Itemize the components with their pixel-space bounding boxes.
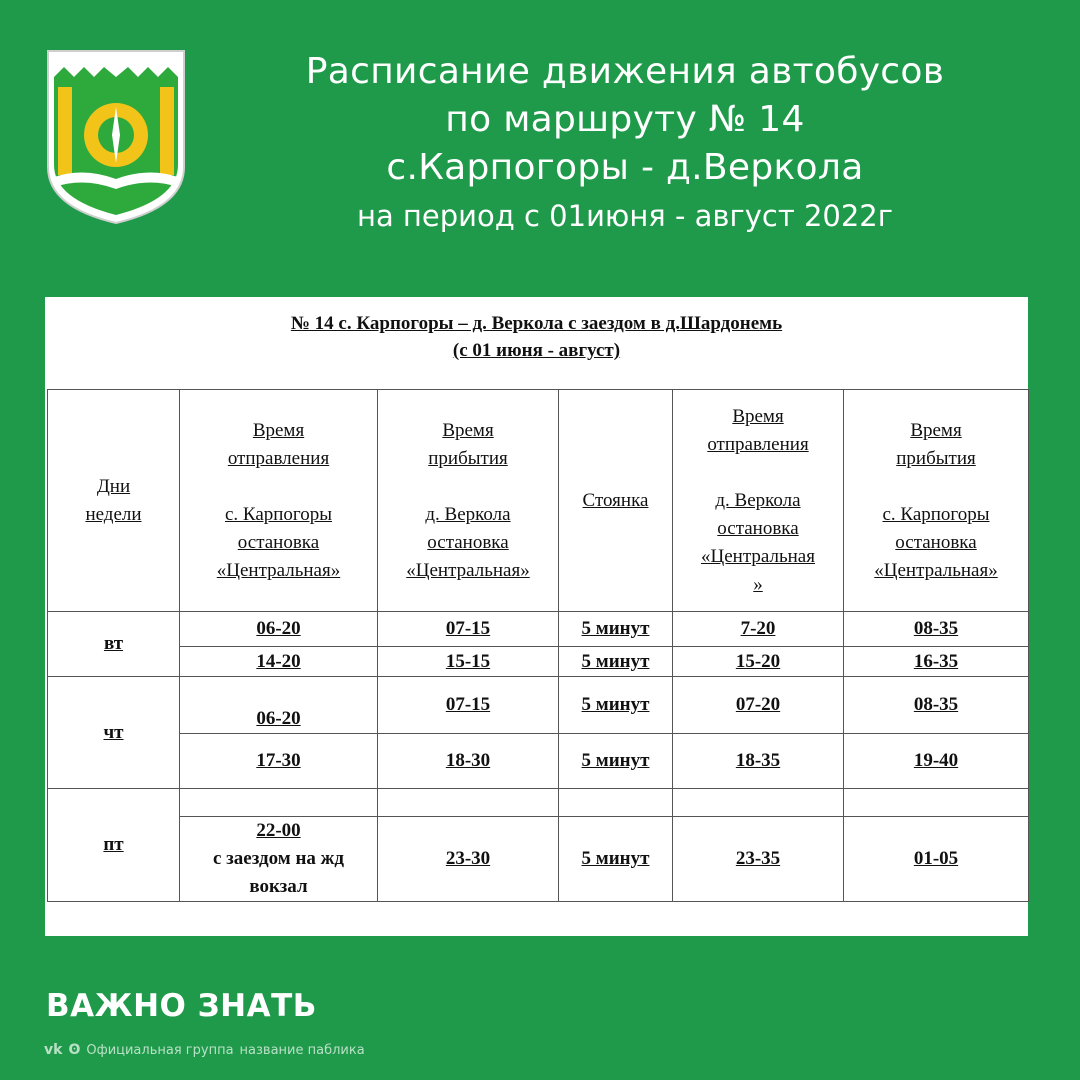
schedule-table	[47, 389, 1029, 902]
schedule-title	[45, 310, 1028, 364]
header-title-line-3: с.Карпогоры - д.Веркола	[386, 147, 864, 188]
day-friday: пт	[48, 789, 180, 902]
table-row	[48, 789, 1029, 817]
cell-empty	[559, 789, 673, 817]
table-row	[48, 647, 1029, 677]
day-tuesday: вт	[48, 612, 180, 677]
header-days: Дни недели	[48, 390, 180, 612]
table-row	[48, 612, 1029, 647]
cell-dep-karpogory: 17-30	[180, 734, 378, 789]
footer-title: ВАЖНО ЗНАТЬ	[46, 988, 317, 1024]
cell-arr-verkola: 18-30	[378, 734, 559, 789]
vk-icon[interactable]: vk	[44, 1042, 63, 1058]
cell-stop: 5 минут	[559, 817, 673, 902]
table-header-row	[48, 390, 1029, 612]
cell-empty	[673, 789, 844, 817]
cell-stop: 5 минут	[559, 734, 673, 789]
header-departure-verkola: Время отправления д. Веркола остановка «Центральная »	[673, 390, 844, 612]
cell-arr-karpogory: 08-35	[844, 612, 1029, 647]
header-period: на период с 01июня - август 2022г	[356, 199, 893, 233]
cell-arr-verkola: 07-15	[378, 677, 559, 734]
footer-line	[44, 1042, 365, 1058]
cell-arr-karpogory: 08-35	[844, 677, 1029, 734]
footer-group-label: Официальная группа	[86, 1042, 234, 1058]
coat-of-arms-icon	[44, 47, 188, 227]
table-row	[48, 734, 1029, 789]
cell-dep-verkola: 15-20	[673, 647, 844, 677]
cell-arr-karpogory: 19-40	[844, 734, 1029, 789]
cell-dep-verkola: 23-35	[673, 817, 844, 902]
cell-arr-verkola: 23-30	[378, 817, 559, 902]
cell-arr-karpogory: 16-35	[844, 647, 1029, 677]
schedule-title-line-1: № 14 с. Карпогоры – д. Веркола с заездом в д.Шардонемь	[290, 313, 783, 334]
header-stop: Стоянка	[559, 390, 673, 612]
ok-icon[interactable]: ʘ	[68, 1042, 81, 1058]
schedule-card	[45, 297, 1028, 936]
cell-dep-verkola: 7-20	[673, 612, 844, 647]
cell-arr-verkola: 15-15	[378, 647, 559, 677]
cell-empty	[180, 789, 378, 817]
cell-dep-karpogory: 22-00 с заездом на жд вокзал	[180, 817, 378, 902]
day-thursday: чт	[48, 677, 180, 789]
cell-empty	[844, 789, 1029, 817]
schedule-title-line-2: (с 01 июня - август)	[452, 340, 621, 361]
cell-dep-karpogory: 06-20	[180, 677, 378, 734]
footer-group-name[interactable]: название паблика	[239, 1042, 365, 1058]
cell-dep-karpogory: 14-20	[180, 647, 378, 677]
header-title-line-2: по маршруту № 14	[445, 99, 805, 140]
cell-dep-karpogory: 06-20	[180, 612, 378, 647]
cell-empty	[378, 789, 559, 817]
cell-arr-verkola: 07-15	[378, 612, 559, 647]
header-arrival-verkola: Время прибытия д. Веркола остановка «Центральная»	[378, 390, 559, 612]
table-row	[48, 817, 1029, 902]
cell-dep-verkola: 18-35	[673, 734, 844, 789]
table-row	[48, 677, 1029, 734]
cell-stop: 5 минут	[559, 612, 673, 647]
page-header	[250, 48, 1000, 238]
cell-stop: 5 минут	[559, 677, 673, 734]
header-departure-karpogory: Время отправления с. Карпогоры остановка «Центральная»	[180, 390, 378, 612]
cell-arr-karpogory: 01-05	[844, 817, 1029, 902]
cell-dep-verkola: 07-20	[673, 677, 844, 734]
header-arrival-karpogory: Время прибытия с. Карпогоры остановка «Центральная»	[844, 390, 1029, 612]
cell-stop: 5 минут	[559, 647, 673, 677]
header-title-line-1: Расписание движения автобусов	[305, 51, 945, 92]
cell-note: с заездом на жд вокзал	[212, 848, 345, 897]
